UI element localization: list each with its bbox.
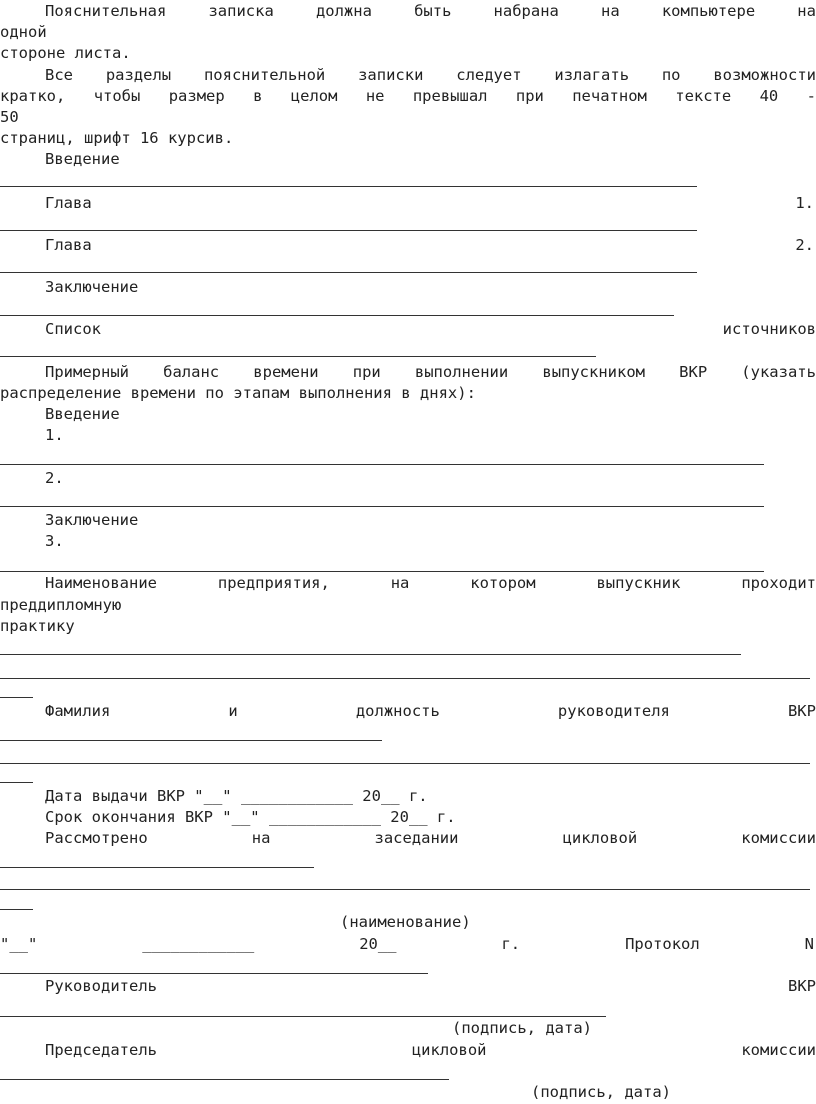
contents-sources <box>45 320 816 338</box>
contents-conclusion: Заключение <box>45 278 139 296</box>
balance-item1: 1. <box>45 426 64 444</box>
fill-line <box>0 889 810 890</box>
word: компьютере <box>661 2 756 20</box>
word: излагать <box>554 66 630 84</box>
word: по <box>661 66 681 84</box>
paragraph1-line1 <box>45 2 816 20</box>
word: Протокол <box>625 935 700 953</box>
word: следует <box>456 66 522 84</box>
word: выполнении <box>414 363 509 381</box>
word: чтобы <box>93 87 141 105</box>
word: ВКР <box>787 702 816 720</box>
word: N <box>804 935 814 953</box>
fill-line <box>0 782 33 783</box>
word: тексте <box>675 87 732 105</box>
enterprise-line1 <box>45 574 816 592</box>
supervisor-signature-line <box>45 977 816 995</box>
protocol-day: "__" <box>0 935 38 953</box>
balance-intro: Введение <box>45 405 120 423</box>
fill-line <box>0 678 810 679</box>
fill-line <box>0 973 428 974</box>
word: Все <box>45 66 73 84</box>
word: на <box>251 829 271 847</box>
word: в <box>253 87 263 105</box>
word: превышал <box>412 87 488 105</box>
paragraph2-line3: 50 <box>0 108 19 126</box>
issue-date: Дата выдачи ВКР "__" ____________ 20__ г. <box>45 787 428 805</box>
signature-caption-1: (подпись, дата) <box>452 1019 592 1037</box>
word: Примерный <box>45 363 129 381</box>
word: комиссии <box>741 1041 816 1059</box>
word: Наименование <box>45 574 157 592</box>
chapter-number: 1. <box>795 194 814 212</box>
word: цикловой <box>562 829 638 847</box>
word: при <box>352 363 381 381</box>
signature-caption-2: (подпись, дата) <box>531 1083 671 1101</box>
word: баланс <box>163 363 220 381</box>
paragraph2-line1 <box>45 66 816 84</box>
word: Список <box>45 320 101 338</box>
word: комиссии <box>741 829 816 847</box>
balance-line2: распределение времени по этапам выполнения в днях): <box>0 384 476 402</box>
fill-line <box>0 654 741 655</box>
word: заседании <box>374 829 459 847</box>
chapter-label: Глава <box>45 194 92 212</box>
word: цикловой <box>411 1041 487 1059</box>
word: разделы <box>105 66 172 84</box>
contents-chapter2 <box>45 236 814 254</box>
word: - <box>806 87 816 105</box>
fill-line <box>0 909 33 910</box>
word: должность <box>355 702 440 720</box>
review-line <box>45 829 816 847</box>
word: Пояснительная <box>45 2 167 20</box>
fill-line <box>0 571 764 572</box>
word: ВКР <box>679 363 708 381</box>
supervisor-line <box>45 702 816 720</box>
fill-line <box>0 763 810 764</box>
word: выпускником <box>542 363 646 381</box>
word: возможности <box>713 66 816 84</box>
word: источников <box>722 320 816 338</box>
word: и <box>228 702 238 720</box>
contents-chapter1 <box>45 194 814 212</box>
protocol-year: 20__ <box>359 935 397 953</box>
word: набрана <box>493 2 559 20</box>
word: (указать <box>741 363 816 381</box>
fill-line <box>0 697 33 698</box>
word: Фамилия <box>45 702 111 720</box>
word: целом <box>290 87 338 105</box>
word: на <box>390 574 410 592</box>
word: размер <box>168 87 225 105</box>
word: кратко, <box>0 87 66 105</box>
paragraph1-line2: одной <box>0 23 47 41</box>
word: 40 <box>759 87 779 105</box>
paragraph1-line3: стороне листа. <box>0 44 131 62</box>
fill-line <box>0 186 697 187</box>
balance-line1 <box>45 363 816 381</box>
fill-line <box>0 356 596 357</box>
paragraph2-line4: страниц, шрифт 16 курсив. <box>0 129 234 147</box>
word: руководителя <box>557 702 670 720</box>
word: ВКР <box>788 977 816 995</box>
word: записки <box>358 66 424 84</box>
word: печатном <box>572 87 647 105</box>
word: записка <box>208 2 274 20</box>
fill-line <box>0 464 764 465</box>
word: Председатель <box>45 1041 157 1059</box>
word: Руководитель <box>45 977 157 995</box>
word: Рассмотрено <box>45 829 148 847</box>
chapter-label: Глава <box>45 236 92 254</box>
fill-line <box>0 506 764 507</box>
word: г. <box>501 935 521 953</box>
enterprise-line3: практику <box>0 617 75 635</box>
chapter-number: 2. <box>795 236 814 254</box>
fill-line <box>0 740 382 741</box>
chair-signature-line <box>45 1041 816 1059</box>
balance-item2: 2. <box>45 469 64 487</box>
word: времени <box>253 363 319 381</box>
fill-line <box>0 867 314 868</box>
signature-line <box>0 1079 449 1080</box>
word: предприятия, <box>217 574 330 592</box>
fill-line <box>0 315 674 316</box>
word: при <box>515 87 544 105</box>
signature-line <box>0 1016 606 1017</box>
deadline-date: Срок окончания ВКР "__" ____________ 20__ г. <box>45 808 456 826</box>
balance-conclusion: Заключение <box>45 511 139 529</box>
protocol-line <box>0 935 814 953</box>
contents-intro: Введение <box>45 150 120 168</box>
word: не <box>365 87 385 105</box>
paragraph2-line2 <box>0 87 816 105</box>
word: на <box>797 2 816 20</box>
word: должна <box>315 2 372 20</box>
balance-item3: 3. <box>45 532 64 550</box>
enterprise-line2: преддипломную <box>0 596 122 614</box>
fill-line <box>0 272 697 273</box>
naming-caption: (наименование) <box>340 913 471 931</box>
word: на <box>601 2 620 20</box>
word: проходит <box>741 574 816 592</box>
word: выпускник <box>596 574 681 592</box>
word: быть <box>414 2 452 20</box>
fill-line <box>0 230 697 231</box>
protocol-month: ____________ <box>142 935 255 953</box>
word: котором <box>470 574 536 592</box>
word: пояснительной <box>203 66 326 84</box>
